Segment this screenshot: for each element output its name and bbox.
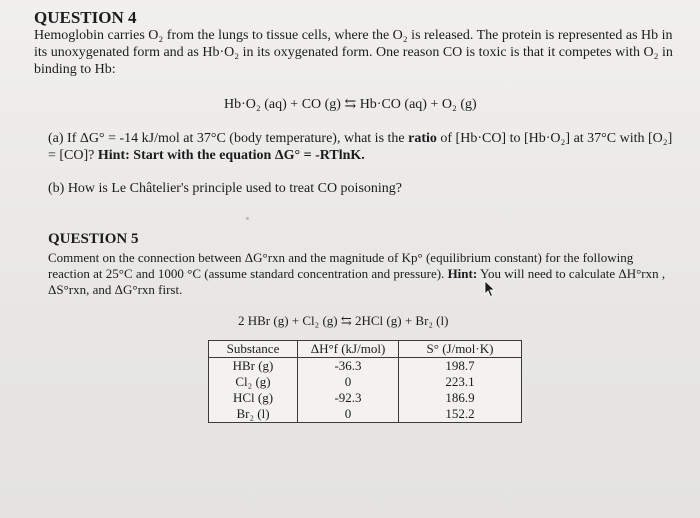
question-4-part-a	[48, 130, 678, 164]
part-a-text: (a) If ΔG° = -14 kJ/mol at 37°C (body temperature), what is the	[48, 131, 409, 146]
cell-substance: HCl (g)	[209, 390, 298, 406]
cell-entropy: 198.7	[399, 358, 522, 375]
question-4-title: QUESTION 4	[34, 8, 137, 27]
thermo-data-table	[208, 340, 522, 423]
question-4-body: Hemoglobin carries O₂ from the lungs to tissue cells, where the O₂ is released. The protein is represented as Hb in its unoxygenated form and as Hb·O₂ in its oxygenated form. One reason CO is toxic is that it competes with O₂ in binding to Hb:	[34, 28, 673, 77]
part-a-ratio-word: ratio	[408, 131, 437, 146]
q5-hint-label: Hint:	[447, 266, 478, 281]
part-a-text-2: of [Hb·CO] to [Hb·O₂] at 37°C with [O₂] = [CO]?	[48, 131, 673, 163]
cell-enthalpy: 0	[298, 406, 399, 423]
table-row	[209, 406, 522, 423]
question-4-part-b: (b) How is Le Châtelier's principle used to treat CO poisoning?	[48, 181, 402, 196]
header-substance: Substance	[209, 341, 298, 358]
cell-enthalpy: -92.3	[298, 390, 399, 406]
cell-substance: HBr (g)	[209, 358, 298, 375]
table-row	[209, 390, 522, 406]
header-entropy: S° (J/mol·K)	[399, 341, 522, 358]
question-4-equation: Hb·O₂ (aq) + CO (g) ⇆ Hb·CO (aq) + O₂ (g)	[224, 97, 477, 112]
mouse-cursor-icon	[484, 280, 496, 298]
cell-enthalpy: -36.3	[298, 358, 399, 375]
question-5-title: QUESTION 5	[48, 231, 139, 247]
part-a-hint: Hint: Start with the equation ΔG° = -RTlnK.	[97, 148, 365, 163]
q5-body-text: Comment on the connection between ΔG°rxn and the magnitude of Kp° (equilibrium constant) for the following reaction at 25°C and 1000 °C (assume standard concentration and pressure).	[48, 250, 634, 281]
header-enthalpy: ΔH°f (kJ/mol)	[298, 341, 399, 358]
cell-entropy: 152.2	[399, 406, 522, 423]
q5-body-text-2: You will need to calculate ΔH°rxn , ΔS°rxn, and ΔG°rxn first.	[48, 266, 666, 297]
question-5-body	[48, 250, 678, 298]
table-header-row	[209, 341, 522, 358]
cell-enthalpy: 0	[298, 374, 399, 390]
cell-entropy: 186.9	[399, 390, 522, 406]
stray-mark	[246, 217, 249, 220]
table-row	[209, 358, 522, 375]
cell-entropy: 223.1	[399, 374, 522, 390]
cell-substance: Br₂ (l)	[209, 406, 298, 423]
cell-substance: Cl₂ (g)	[209, 374, 298, 390]
question-5-equation: 2 HBr (g) + Cl₂ (g) ⇆ 2HCl (g) + Br₂ (l)	[238, 313, 449, 328]
table-row	[209, 374, 522, 390]
